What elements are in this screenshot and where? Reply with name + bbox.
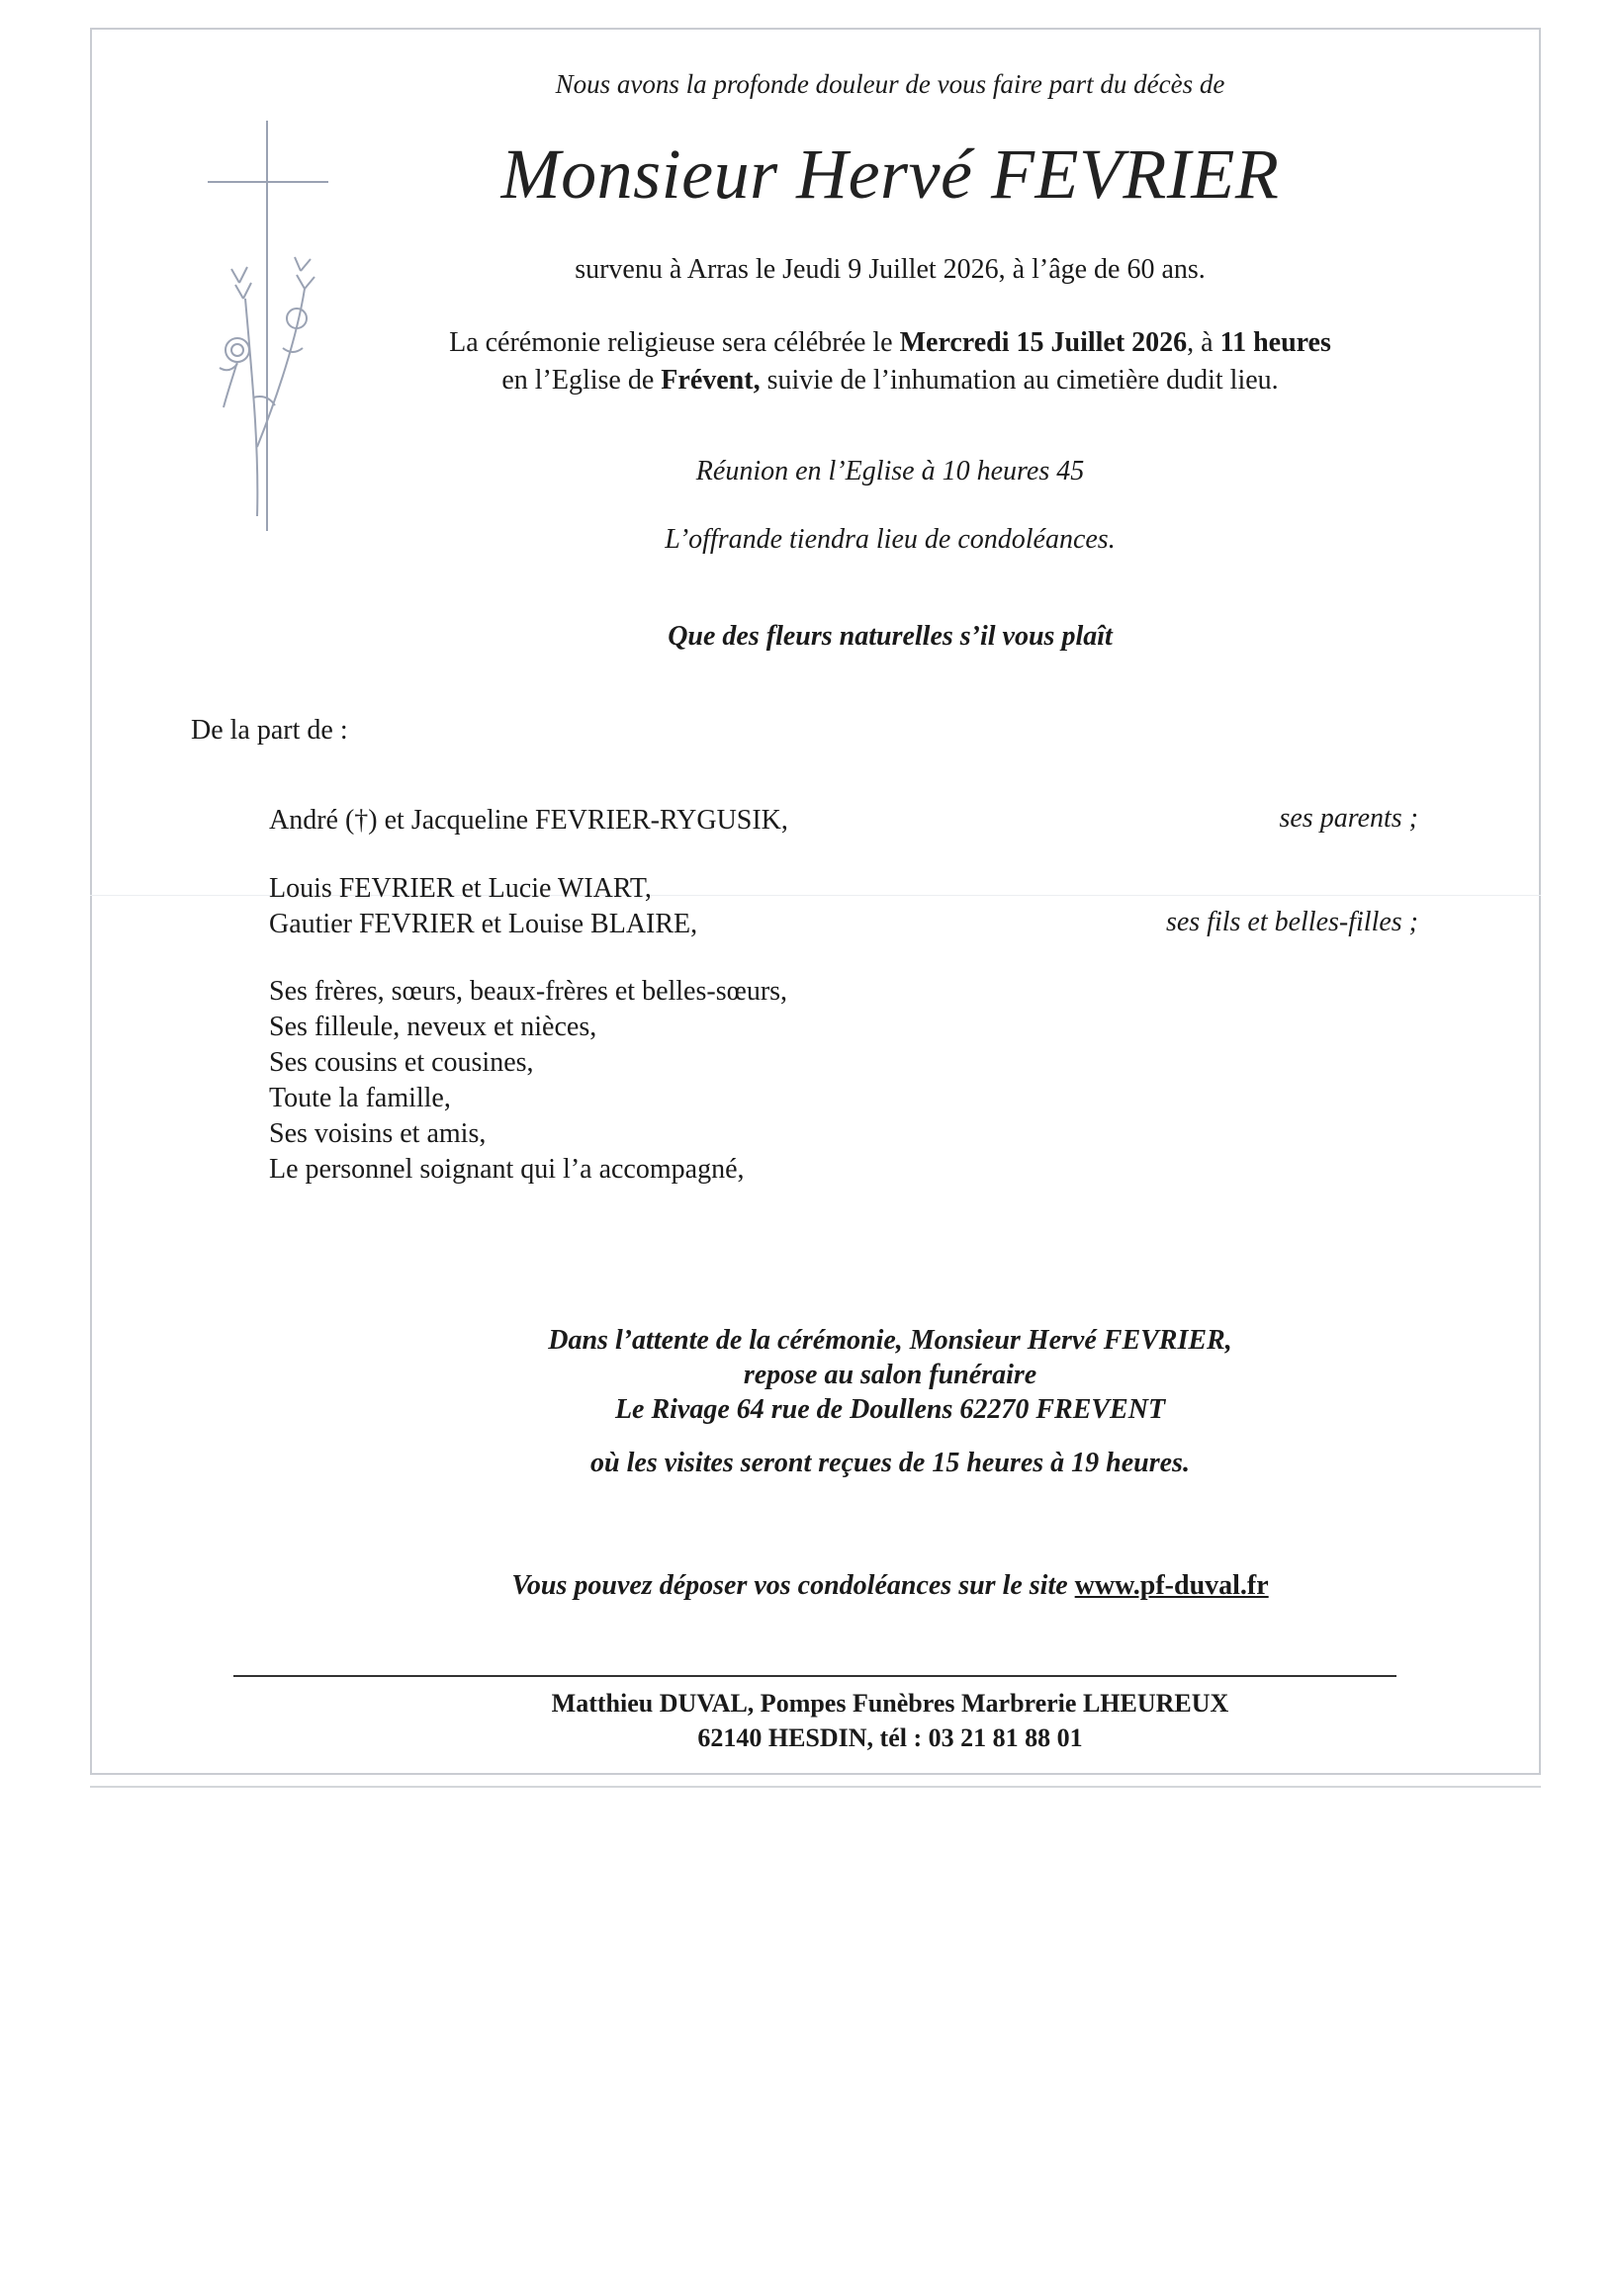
list-item: Ses cousins et cousines, (269, 1047, 534, 1078)
ceremony-date: Mercredi 15 Juillet 2026 (899, 327, 1188, 358)
ceremony-place: Frévent, (661, 365, 761, 396)
list-item: Ses voisins et amis, (269, 1118, 487, 1149)
ceremony-details (297, 324, 1484, 399)
intro-text: Nous avons la profonde douleur de vous faire part du décès de (555, 69, 1225, 99)
parents-role: ses parents ; (1279, 803, 1418, 834)
offrande-text: L’offrande tiendra lieu de condoléances. (665, 524, 1116, 555)
flowers-text: Que des fleurs naturelles s’il vous plaît (668, 621, 1113, 652)
son-line: Louis FEVRIER et Lucie WIART, (269, 873, 652, 904)
reunion-text: Réunion en l’Eglise à 10 heures 45 (695, 456, 1085, 486)
condolences-link[interactable]: www.pf-duval.fr (1074, 1570, 1269, 1601)
from-label: De la part de : (191, 715, 348, 746)
list-item: Toute la famille, (269, 1083, 451, 1113)
ceremony-time: 11 heures (1219, 327, 1331, 358)
family-list (269, 974, 787, 1188)
footer-line: 62140 HESDIN, tél : 03 21 81 88 01 (697, 1723, 1083, 1752)
ceremony-prefix: La cérémonie religieuse sera célébrée le (449, 327, 900, 358)
sons-list (269, 871, 697, 942)
ceremony-line2-suffix: suivie de l’inhumation au cimetière dudit lieu. (760, 365, 1279, 396)
condolences-label: Vous pouvez déposer vos condoléances sur le site (511, 1570, 1075, 1601)
footer-divider (233, 1675, 1396, 1677)
ceremony-line2-prefix: en l’Eglise de (501, 365, 662, 396)
visit-hours: où les visites seront reçues de 15 heures à 19 heures. (590, 1448, 1190, 1478)
visit-line: Le Rivage 64 rue de Doullens 62270 FREVENT (614, 1394, 1166, 1425)
footer (297, 1686, 1484, 1755)
sons-role: ses fils et belles-filles ; (1165, 907, 1418, 937)
frame-edge (90, 1786, 1541, 1788)
death-details: survenu à Arras le Jeudi 9 Juillet 2026, à l’âge de 60 ans. (575, 254, 1206, 285)
visit-line: Dans l’attente de la cérémonie, Monsieur Hervé FEVRIER, (548, 1325, 1232, 1356)
list-item: Ses filleule, neveux et nièces, (269, 1012, 597, 1042)
visit-block (297, 1323, 1484, 1427)
list-item: Ses frères, sœurs, beaux-frères et belles-sœurs, (269, 976, 788, 1007)
parents-line: André (†) et Jacqueline FEVRIER-RYGUSIK, (269, 805, 788, 836)
footer-line: Matthieu DUVAL, Pompes Funèbres Marbrerie LHEUREUX (551, 1689, 1229, 1718)
deceased-name: Monsieur Hervé FEVRIER (500, 134, 1280, 214)
condolences-text (297, 1570, 1484, 1602)
son-line: Gautier FEVRIER et Louise BLAIRE, (269, 909, 698, 939)
list-item: Le personnel soignant qui l’a accompagné, (269, 1154, 745, 1185)
ceremony-mid: , à (1187, 327, 1220, 358)
visit-line: repose au salon funéraire (743, 1360, 1037, 1390)
